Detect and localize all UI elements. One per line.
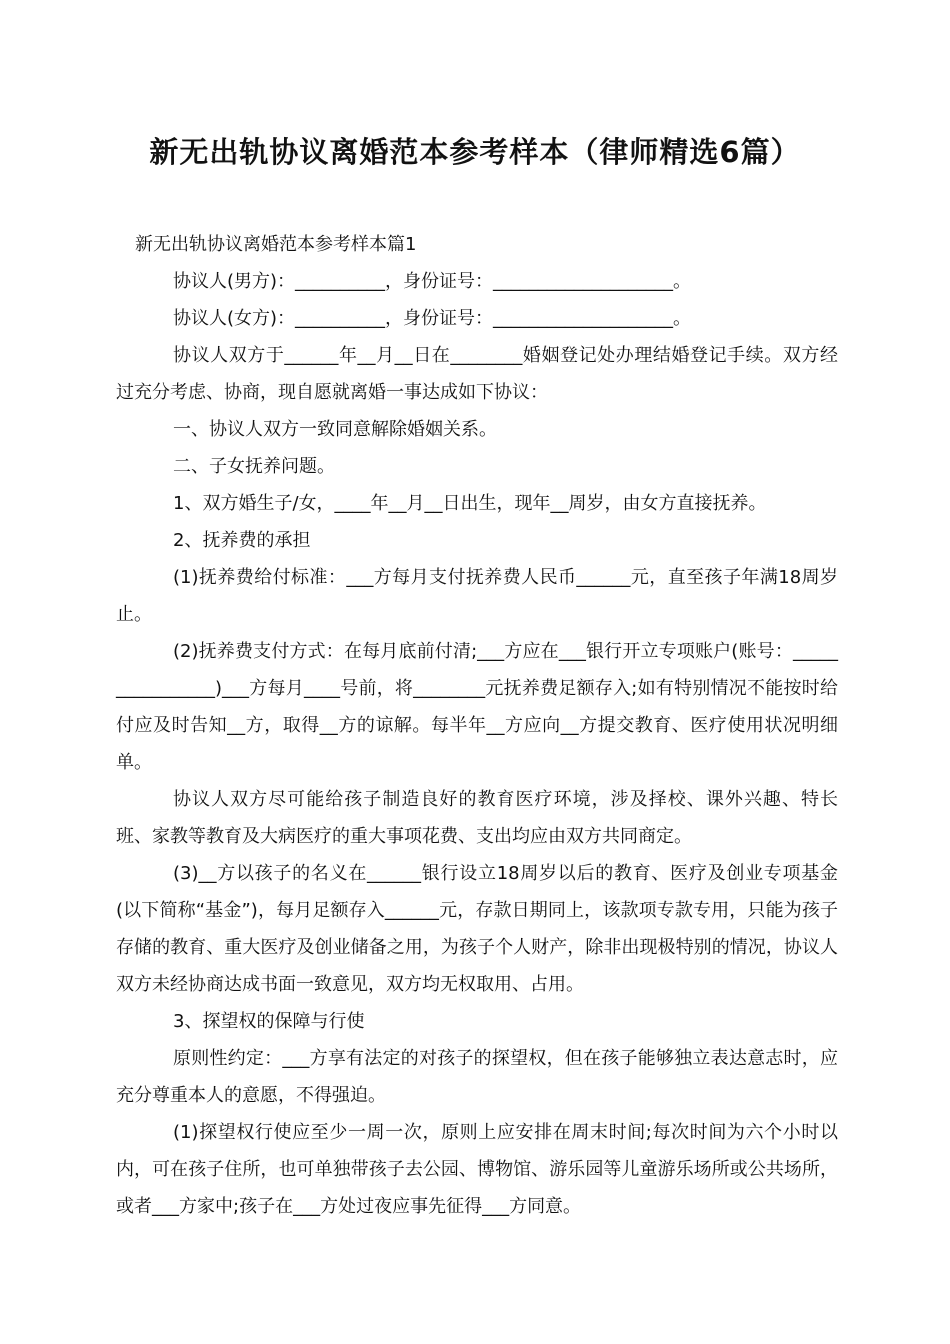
party-male-paragraph: 协议人(男方)：__________，身份证号：____________________。 xyxy=(173,271,692,292)
document-title: 新无出轨协议离婚范本参考样本（律师精选6篇） xyxy=(149,135,801,169)
clause-visitation-heading: 3、探望权的保障与行使 xyxy=(173,1011,365,1032)
clause-child-custody-heading: 二、子女抚养问题。 xyxy=(173,456,335,477)
section-heading: 新无出轨协议离婚范本参考样本篇1 xyxy=(135,234,417,255)
document-body xyxy=(116,226,838,1225)
clause-dissolve-marriage: 一、协议人双方一致同意解除婚姻关系。 xyxy=(173,419,497,440)
clause-child-custody: 1、双方婚生子/女，____年__月__日出生，现年__周岁，由女方直接抚养。 xyxy=(173,493,767,514)
party-female-paragraph: 协议人(女方)：__________，身份证号：____________________。 xyxy=(173,308,692,329)
marriage-registration-paragraph: 协议人双方于______年__月__日在________婚姻登记处办理结婚登记手续。双方经过充分考虑、协商，现自愿就离婚一事达成如下协议： xyxy=(116,345,838,403)
clause-support-payment: (2)抚养费支付方式：在每月底前付清;___方应在___银行开立专项账户(账号：________________)___方每月____号前，将________元抚养费足额存入;如有特别情况不能按时给付应及时告知__方，取得__方的谅解。每半年__方应向__方提交教育、医疗使用状况明细单。 xyxy=(116,641,838,773)
clause-support-heading: 2、抚养费的承担 xyxy=(173,530,311,551)
clause-special-fund: (3)__方以孩子的名义在______银行设立18周岁以后的教育、医疗及创业专项基金(以下简称“基金”)，每月足额存入______元，存款日期同上，该款项专款专用，只能为孩子存储的教育、重大医疗及创业储备之用，为孩子个人财产，除非出现极特别的情况，协议人双方未经协商达成书面一致意见，双方均无权取用、占用。 xyxy=(116,863,838,995)
clause-visitation-frequency: (1)探望权行使应至少一周一次，原则上应安排在周末时间;每次时间为六个小时以内，可在孩子住所，也可单独带孩子去公园、博物馆、游乐园等儿童游乐场所或公共场所，或者___方家中;孩子在___方处过夜应事先征得___方同意。 xyxy=(116,1122,838,1217)
clause-education-medical: 协议人双方尽可能给孩子制造良好的教育医疗环境，涉及择校、课外兴趣、特长班、家教等教育及大病医疗的重大事项花费、支出均应由双方共同商定。 xyxy=(116,789,838,847)
clause-support-standard: (1)抚养费给付标准：___方每月支付抚养费人民币______元，直至孩子年满18周岁止。 xyxy=(116,567,838,625)
clause-visitation-principle: 原则性约定：___方享有法定的对孩子的探望权，但在孩子能够独立表达意志时，应充分尊重本人的意愿，不得强迫。 xyxy=(116,1048,838,1106)
